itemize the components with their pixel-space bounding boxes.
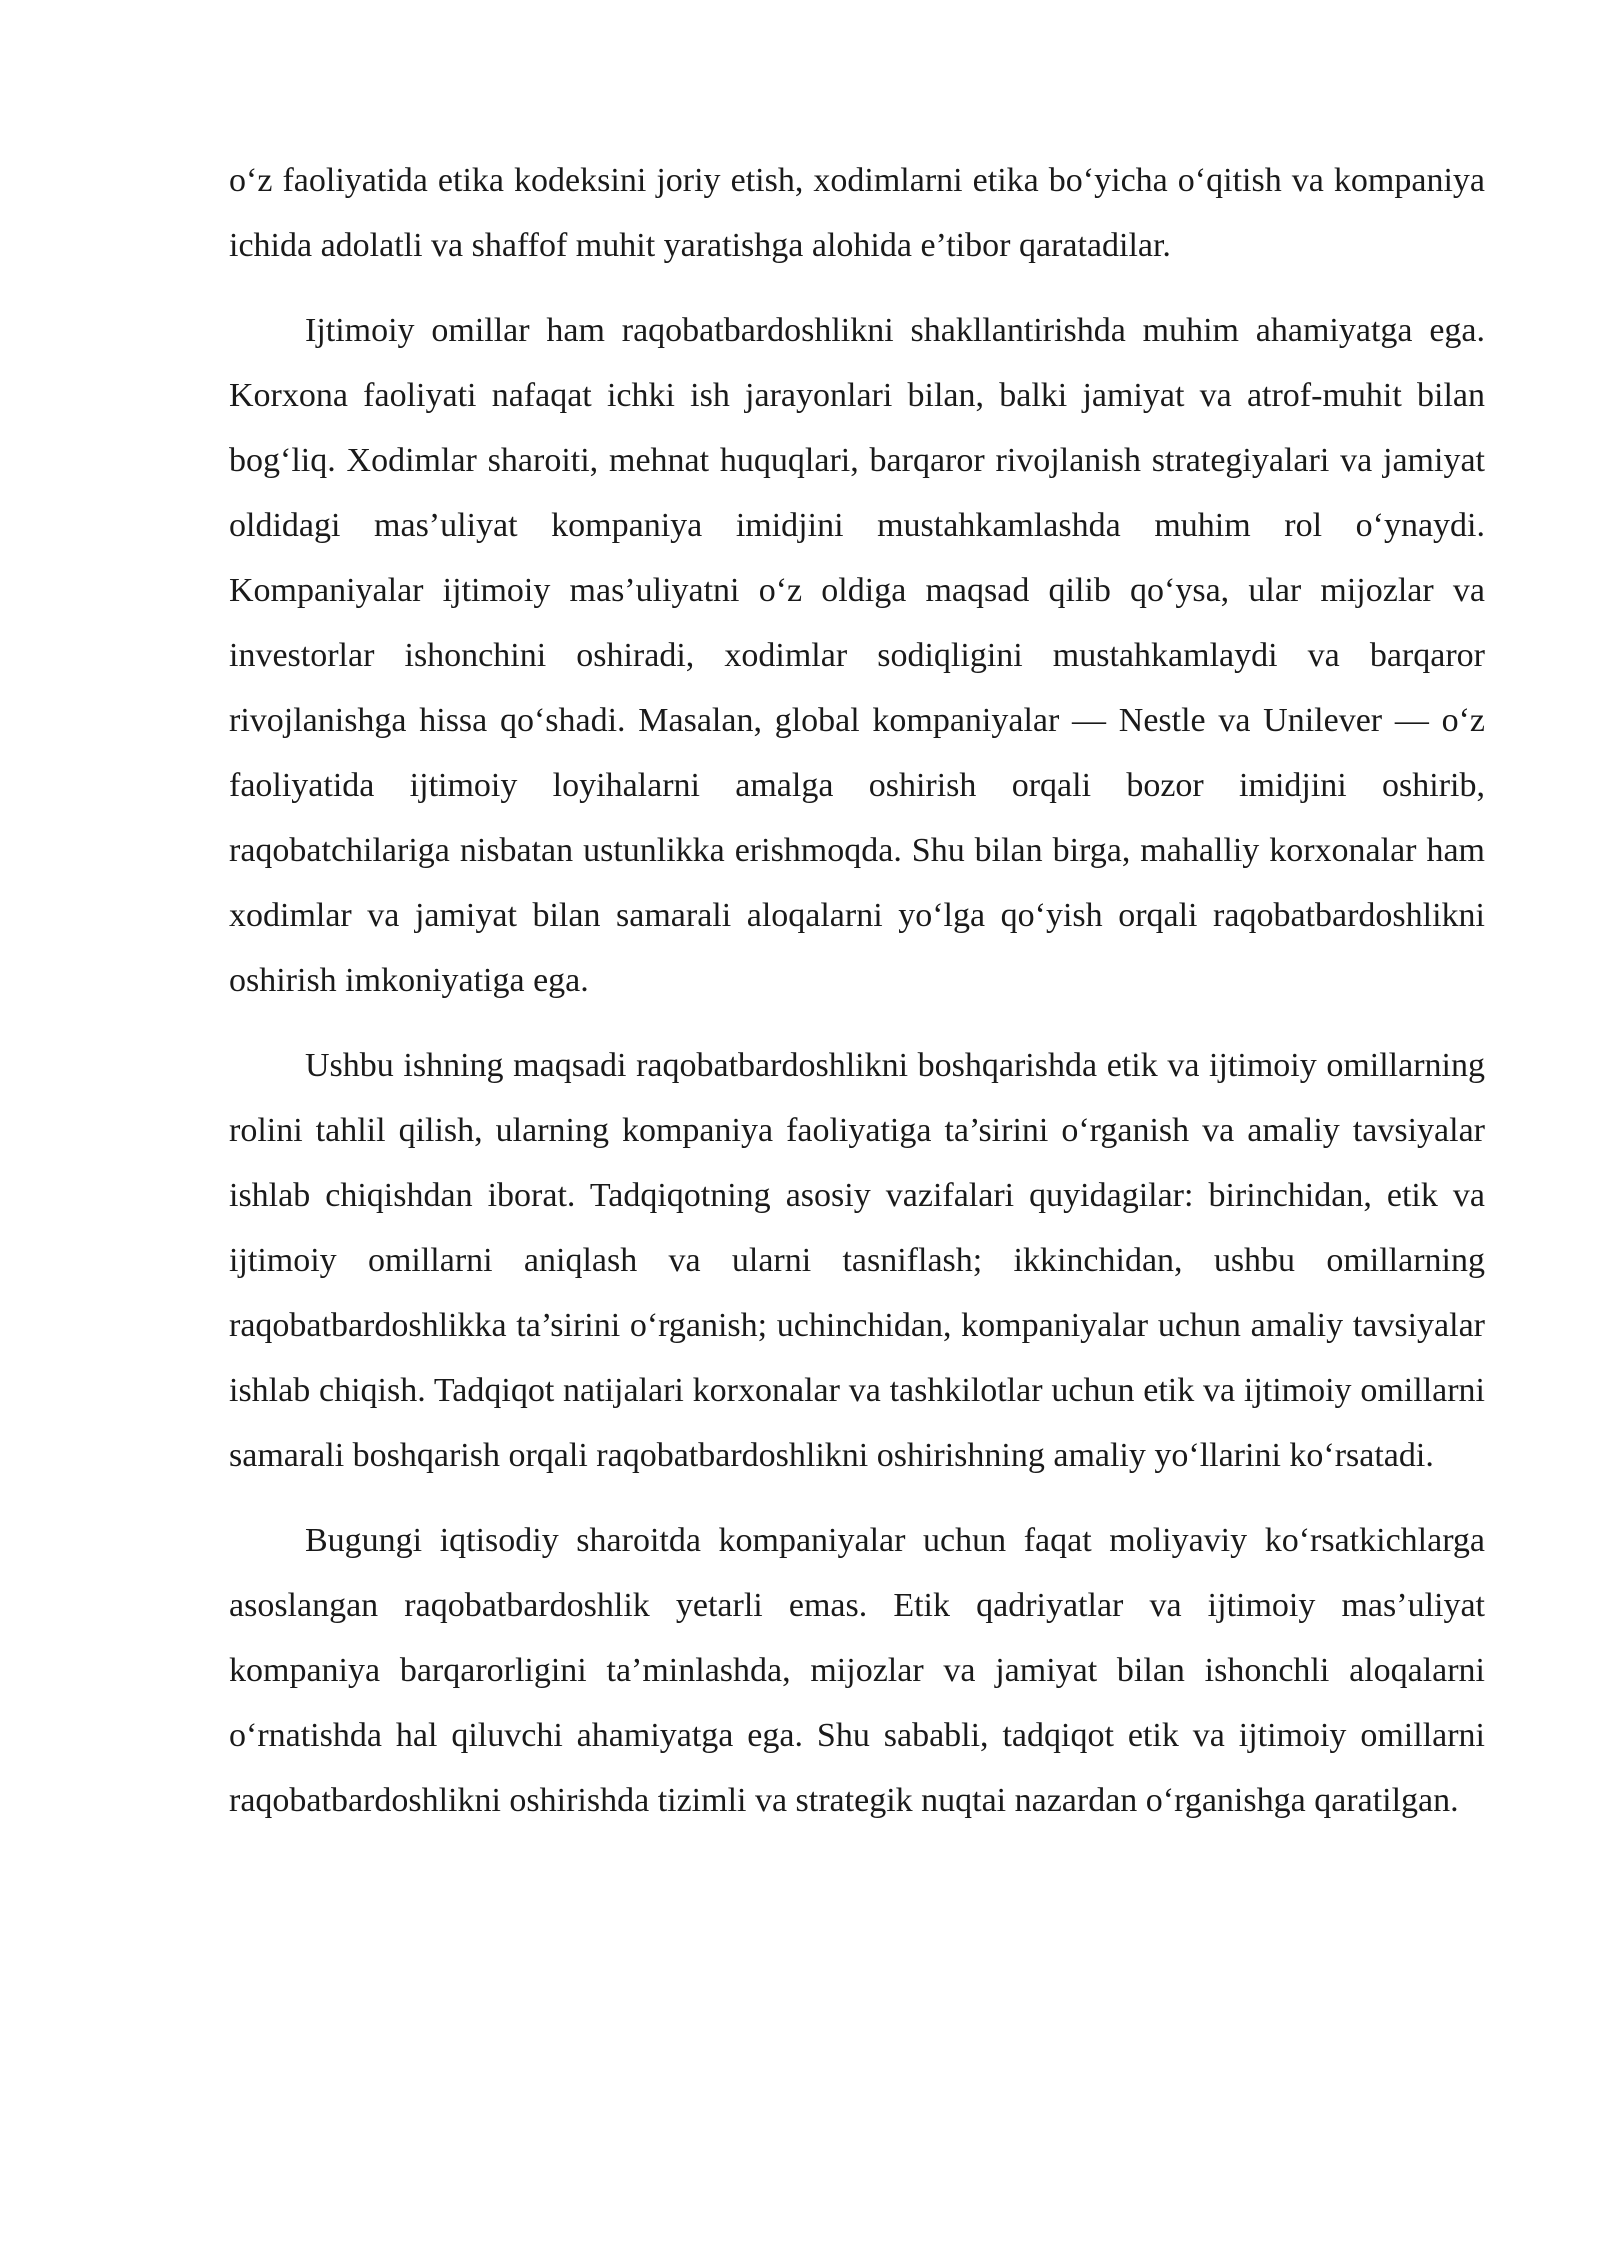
paragraph-conclusion: Bugungi iqtisodiy sharoitda kompaniyalar uchun faqat moliyaviy ko‘rsatkichlarga asoslangan raqobatbardoshlik yetarli emas. Etik qadriyatlar va ijtimoiy mas’uliyat kompaniya barqarorligini ta’minlashda, mijozlar va jamiyat bilan ishonchli aloqalarni o‘rnatishda hal qiluvchi ahamiyatga ega. Shu sababli, tadqiqot etik va ijtimoiy omillarni raqobatbardoshlikni oshirishda tizimli va strategik nuqtai nazardan o‘rganishga qaratilgan. [229,1522,1485,1819]
body-text [229,148,1485,1853]
paragraph-research-aim: Ushbu ishning maqsadi raqobatbardoshlikni boshqarishda etik va ijtimoiy omillarning rolini tahlil qilish, ularning kompaniya faoliyatiga ta’sirini o‘rganish va amaliy tavsiyalar ishlab chiqishdan iborat. Tadqiqotning asosiy vazifalari quyidagilar: birinchidan, etik va ijtimoiy omillarni aniqlash va ularni tasniflash; ikkinchidan, ushbu omillarning raqobatbardoshlikka ta’sirini o‘rganish; uchinchidan, kompaniyalar uchun amaliy tavsiyalar ishlab chiqish. Tadqiqot natijalari korxonalar va tashkilotlar uchun etik va ijtimoiy omillarni samarali boshqarish orqali raqobatbardoshlikni oshirishning amaliy yo‘llarini ko‘rsatadi. [229,1047,1485,1474]
paragraph-social-factors: Ijtimoiy omillar ham raqobatbardoshlikni shakllantirishda muhim ahamiyatga ega. Korxona faoliyati nafaqat ichki ish jarayonlari bilan, balki jamiyat va atrof-muhit bilan bog‘liq. Xodimlar sharoiti, mehnat huquqlari, barqaror rivojlanish strategiyalari va jamiyat oldidagi mas’uliyat kompaniya imidjini mustahkamlashda muhim rol o‘ynaydi. Kompaniyalar ijtimoiy mas’uliyatni o‘z oldiga maqsad qilib qo‘ysa, ular mijozlar va investorlar ishonchini oshiradi, xodimlar sodiqligini mustahkamlaydi va barqaror rivojlanishga hissa qo‘shadi. Masalan, global kompaniyalar — Nestle va Unilever — o‘z faoliyatida ijtimoiy loyihalarni amalga oshirish orqali bozor imidjini oshirib, raqobatchilariga nisbatan ustunlikka erishmoqda. Shu bilan birga, mahalliy korxonalar ham xodimlar va jamiyat bilan samarali aloqalarni yo‘lga qo‘yish orqali raqobatbardoshlikni oshirish imkoniyatiga ega. [229,312,1485,999]
paragraph-continuation: o‘z faoliyatida etika kodeksini joriy etish, xodimlarni etika bo‘yicha o‘qitish va kompaniya ichida adolatli va shaffof muhit yaratishga alohida e’tibor qaratadilar. [229,162,1485,264]
